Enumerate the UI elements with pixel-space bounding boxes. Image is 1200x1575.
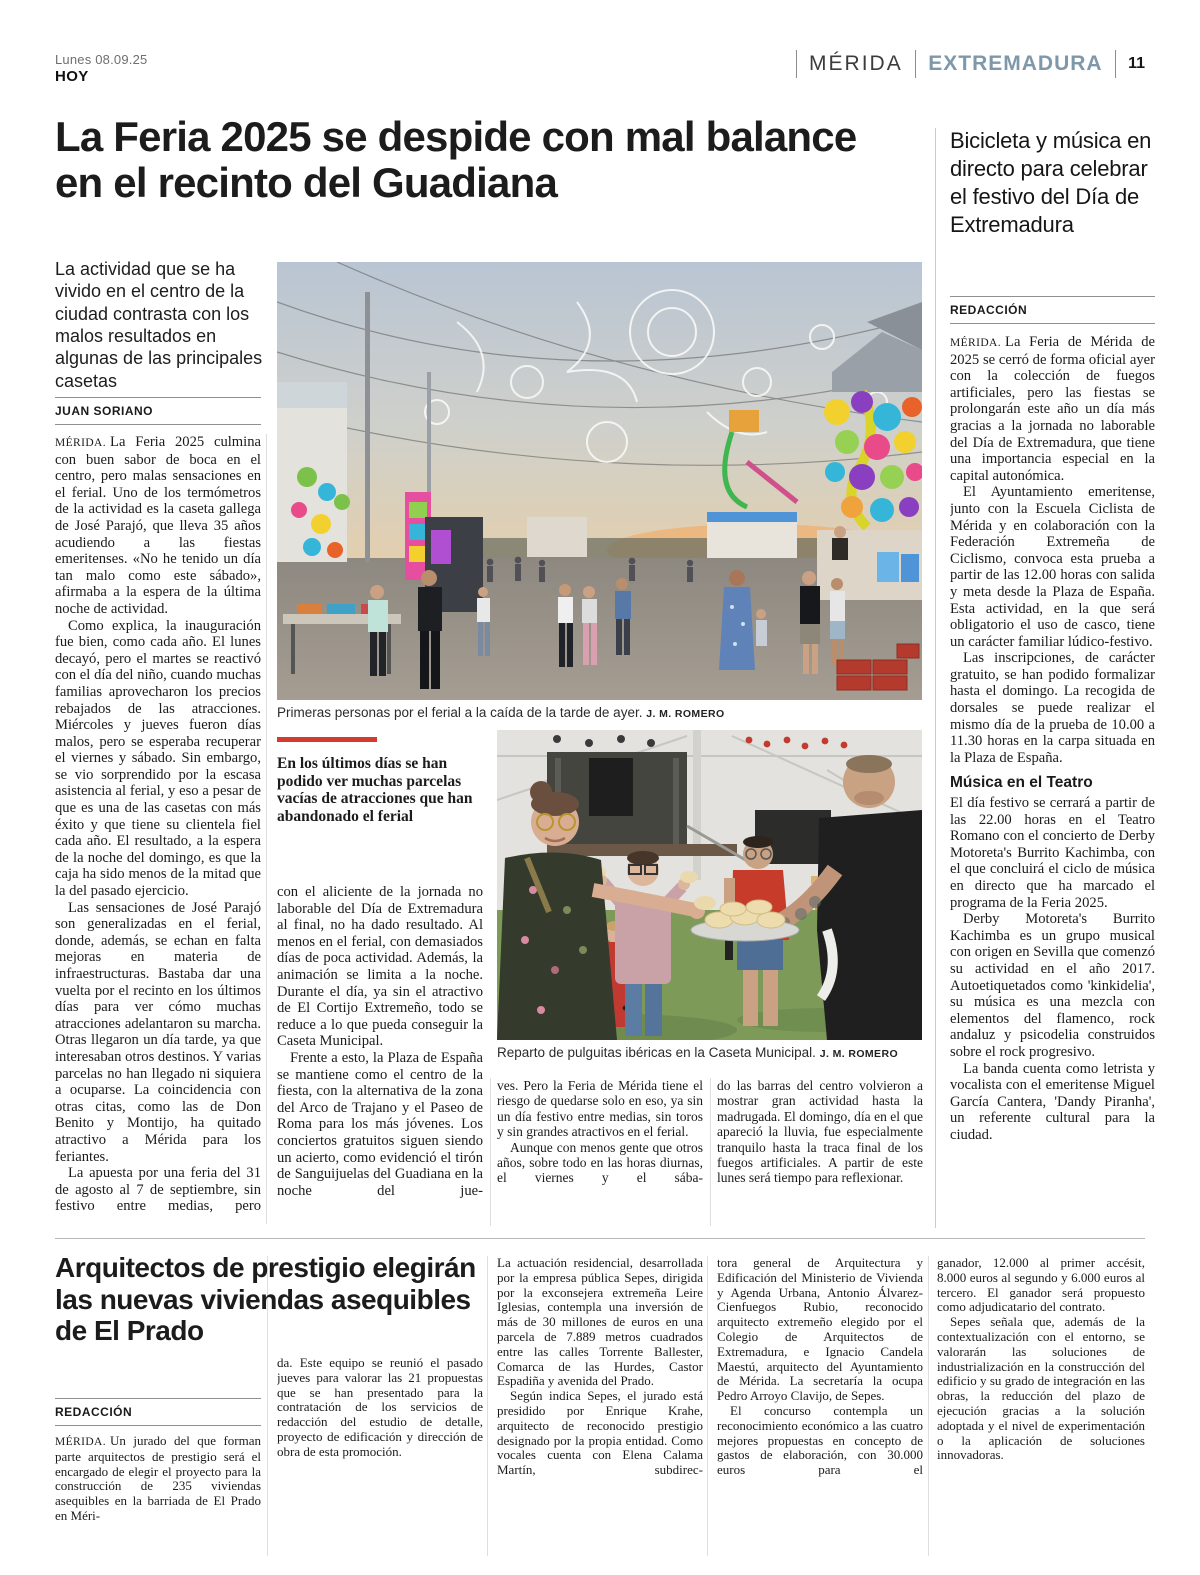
bottom-column-5 xyxy=(937,1256,1145,1558)
body-paragraph: MÉRIDA. La Feria 2025 culmina con buen sabor de boca en el centro, pero malas sensaciones en el ferial. Uno de los termómetros de la actividad es la caseta gallega de José Parajó, que lleva 35 años acudiendo a las fiestas emeritenses. «No he tenido un día tan malo como este sábado», afirmaba a la espera de la última noche de actividad. xyxy=(55,434,261,617)
main-byline xyxy=(55,397,261,425)
body-paragraph: Sepes señala que, además de la contextualización con el entorno, se valorarán las soluciones de industrialización en la construcción del edificio y su grado de integración en las obras, la reducción del plazo de ejecución gracias a la solución adoptada y el nivel de experimentación o la aplicación de soluciones innovadoras. xyxy=(937,1314,1145,1463)
section-divider xyxy=(55,1238,1145,1239)
body-paragraph: El día festivo se cerrará a partir de las 22.00 horas en el Teatro Romano con el concierto de Derby Motoreta's Burrito Kachimba, con el que concluirá el ciclo de música en directo que ha marcado el programa de la Feria 2025. xyxy=(950,795,1155,911)
bottom-column-4 xyxy=(717,1256,923,1558)
section-label-extremadura: EXTREMADURA xyxy=(928,52,1103,75)
body-paragraph: La banda cuenta como letrista y vocalista con el emeritense Miguel García Cantera, 'Dandy Piranha', un referente cultural para la ciudad. xyxy=(950,1060,1155,1143)
author-name: REDACCIÓN xyxy=(950,303,1028,317)
caseta-photo xyxy=(497,730,922,1040)
speaker-stack xyxy=(589,758,633,816)
sidebar-column xyxy=(950,334,1155,1226)
photo2-credit: J. M. ROMERO xyxy=(819,1048,899,1060)
body-paragraph: La apuesta por una feria del 31 de agosto al 7 de septiembre, sin festivo entre medias, pero xyxy=(55,1165,261,1215)
main-column-1 xyxy=(55,434,261,1224)
body-paragraph: da. Este equipo se reunió el pasado jueves para valorar las 21 propuestas que se han presentado para la contratación de los servicios de redacción del estudio de detalle, proyecto de edificación y dirección de obra de esta promoción. xyxy=(277,1356,483,1459)
sidebar-headline: Bicicleta y música en directo para celebrar el festivo del Día de Extremadura xyxy=(950,128,1152,238)
body-paragraph: Las sensaciones de José Parajó son generalizadas en el ferial, donde, además, se echan en falta mejoras en materia de infraestructuras. Bastaba dar una vuelta por el recinto en los últimos días para ver cómo muchas atracciones adelantaron su marcha. Otras llegaron un día tarde, ya que interesaban otros destinos. Y varias parcelas no han llegado ni siquiera a ocuparse. La coincidencia con otras citas, como las de Don Benito y Montijo, ha quitado atractivo a Mérida para los feriantes. xyxy=(55,899,261,1165)
body-paragraph: con el aliciente de la jornada no laborable del Día de Extremadura al final, no ha dado resultado. Al menos en el ferial, con demasiados días de poca actividad. Además, la animación se limita a la noche. Durante el día, ya sin el atractivo de El Cortijo Extremeño, todo se reduce a lo que pueda conseguir la Caseta Municipal. xyxy=(277,884,483,1050)
page-number: 11 xyxy=(1128,55,1145,72)
tent-pole xyxy=(693,730,701,880)
body-paragraph: Según indica Sepes, el jurado está presidido por Enrique Krahe, arquitecto de reconocido prestigio designado por la propia entidad. Como vocales cuenta con Elena Calama Martín, subdirec- xyxy=(497,1388,703,1478)
caseta-photo-illustration xyxy=(497,730,922,1040)
pole xyxy=(365,292,370,562)
body-paragraph: La actuación residencial, desarrollada por la empresa pública Sepes, dirigida por la exconsejera extremeña Leire Iglesias, contempla una inversión de más de 30 millones de euros en una parcela de 7.889 metros cuadrados entre las calles Torrente Ballester, Comarca de las Hurdes, Castor Espadiña y avenida del Prado. xyxy=(497,1256,703,1389)
header-separator xyxy=(915,50,917,78)
body-paragraph: Derby Motoreta's Burrito Kachimba es un grupo musical con origen en Sevilla que comenzó su actividad en el año 2017. Autoetiquetados como 'kinkidelia', su música es una mezcla con elementos del flamenco, rock andaluz y psicodelia construidos sobre el rock progresivo. xyxy=(950,911,1155,1060)
author-name: JUAN SORIANO xyxy=(55,404,154,418)
body-paragraph: El Ayuntamiento emeritense, junto con la Escuela Ciclista de Mérida y en colaboración con la Federación Extremeña de Ciclismo, convoca esta prueba a partir de las 12.00 horas con salida y meta desde la Plaza de España. Esta actividad, en la que será obligatorio el uso de casco, tiene un carácter familiar lúdico-festivo. xyxy=(950,484,1155,650)
masthead xyxy=(55,52,147,85)
section-label-merida: MÉRIDA xyxy=(809,52,903,75)
sidebar-byline xyxy=(950,296,1155,324)
body-paragraph: MÉRIDA. La Feria de Mérida de 2025 se cerró de forma oficial ayer con la colección de fuegos artificiales, pero las fiestas se prolongarán este año un día más gracias a la jornada no laborable del Día de Extremadura, que tiene una importancia especial en la capital autonómica. xyxy=(950,334,1155,484)
mid-booth xyxy=(527,517,587,557)
column-divider xyxy=(710,1078,711,1226)
feria-photo-illustration xyxy=(277,262,922,700)
body-paragraph: ganador, 12.000 al primer accésit, 8.000 euros al segundo y 6.000 euros al tercero. El ganador será propuesto como adjudicatario del contrato. xyxy=(937,1256,1145,1315)
main-sidebar-divider xyxy=(935,128,936,1228)
body-paragraph: Las inscripciones, de carácter gratuito, se han podido formalizar hasta el domingo. La recogida de dorsales se puede realizar el mismo día de la prueba de 10.00 a 11.30 horas en la carpa situada en la Plaza de España. xyxy=(950,650,1155,766)
body-paragraph: do las barras del centro volvieron a mostrar gran actividad hasta la madrugada. El domingo, día en el que apareció la lluvia, fue especialmente tranquilo hasta la traca final de los fuegos artificiales. A partir de este lunes será tiempo para reflexionar. xyxy=(717,1078,923,1186)
body-paragraph: Aunque con menos gente que otros años, sobre todo en las horas diurnas, el viernes y el sába- xyxy=(497,1139,703,1186)
bottom-byline xyxy=(55,1398,261,1426)
column-divider xyxy=(707,1256,708,1556)
header-separator xyxy=(1115,50,1117,78)
main-column-4 xyxy=(717,1078,923,1228)
body-paragraph: Frente a esto, la Plaza de España se mantiene como el centro de la fiesta, con la alternativa de la zona del Arco de Trajano y el Paseo de Roma para los más jóvenes. Los conciertos gratuitos siguen siendo un acierto, como evidenció el tirón de Sanguijuelas del Guadiana en la noche del jue- xyxy=(277,1049,483,1199)
photo2-caption: Reparto de pulguitas ibéricas en la Caseta Municipal. J. M. ROMERO xyxy=(497,1045,899,1060)
feria-photo xyxy=(277,262,922,700)
main-column-2 xyxy=(277,884,483,1230)
body-paragraph: tora general de Arquitectura y Edificación del Ministerio de Vivienda y Agenda Urbana, Antonio Álvarez-Cienfuegos Rubio, reconocido arquitecto extremeño elegido por el Colegio de Arquitectos de Extremadura, e Ignacio Candela Maestú, arquitecto del Ayuntamiento de Mérida. La secretaría la ocupa Pedro Arroyo Clavijo, de Sepes. xyxy=(717,1256,923,1404)
dateline: MÉRIDA. xyxy=(950,337,1002,349)
column-divider xyxy=(490,1078,491,1226)
edition-date: Lunes 08.09.25 xyxy=(55,52,148,67)
dateline: MÉRIDA. xyxy=(55,1436,107,1448)
bottom-column-3 xyxy=(497,1256,703,1558)
photo1-caption: Primeras personas por el ferial a la caída de la tarde de ayer. J. M. ROMERO xyxy=(277,705,725,720)
main-headline: La Feria 2025 se despide con mal balance en el recinto del Guadiana xyxy=(55,113,857,207)
pull-quote-text: En los últimos días se han podido ver muchas parcelas vacías de atracciones que han abandonado el ferial xyxy=(277,755,473,825)
body-paragraph: ves. Pero la Feria de Mérida tiene el riesgo de quedarse solo en eso, ya sin un día festivo entre medias, sin toros y sin grandes atractivos en el ferial. xyxy=(497,1078,703,1140)
column-divider xyxy=(266,434,267,1224)
sidebar-subhead: Música en el Teatro xyxy=(950,774,1093,792)
bottom-headline: Arquitectos de prestigio elegirán las nuevas viviendas asequibles de El Prado xyxy=(55,1252,476,1347)
section-header xyxy=(796,50,1145,78)
main-column-3 xyxy=(497,1078,703,1228)
main-lede: La actividad que se ha vivido en el centro de la ciudad contrasta con los malos resultados en algunas de las principales casetas xyxy=(55,259,263,391)
body-paragraph: MÉRIDA. Un jurado del que forman parte arquitectos de prestigio será el encargado de elegir el proyecto para la construcción de 235 viviendas asequibles en la barriada de El Prado en Méri- xyxy=(55,1434,261,1523)
body-paragraph: El concurso contempla un reconocimiento económico a las cuatro mejores propuestas en concepto de gastos de elaboración, con 30.000 euros para el xyxy=(717,1402,923,1478)
photo1-credit: J. M. ROMERO xyxy=(646,708,725,720)
dateline: MÉRIDA. xyxy=(55,437,107,449)
pull-quote-accent-bar xyxy=(277,737,377,742)
author-name: REDACCIÓN xyxy=(55,1405,133,1419)
pull-quote xyxy=(277,737,483,825)
bottom-column-1 xyxy=(55,1434,261,1559)
brand-logo: HOY xyxy=(55,68,89,85)
header-separator xyxy=(796,50,798,78)
bottom-column-2 xyxy=(277,1356,483,1556)
body-paragraph: Como explica, la inauguración fue bien, como cada año. El lunes decayó, pero el martes se reactivó con el día del niño, cuando muchas familias aprovecharon los precios rebajados de las atracciones. Miércoles y jueves fueron días malos, pero se esperaba recuperar el viernes y sábado. Sin embargo, se vio sorprendido por la escasa asistencia al ferial, y eso a pesar de que es una de las casetas con más éxito y que tiene su clientela fiel cada año. El resultado, a la espera de la noche del domingo, es que la caja ha sido menos de la mitad que la del pasado ejercicio. xyxy=(55,617,261,900)
column-divider xyxy=(928,1256,929,1556)
